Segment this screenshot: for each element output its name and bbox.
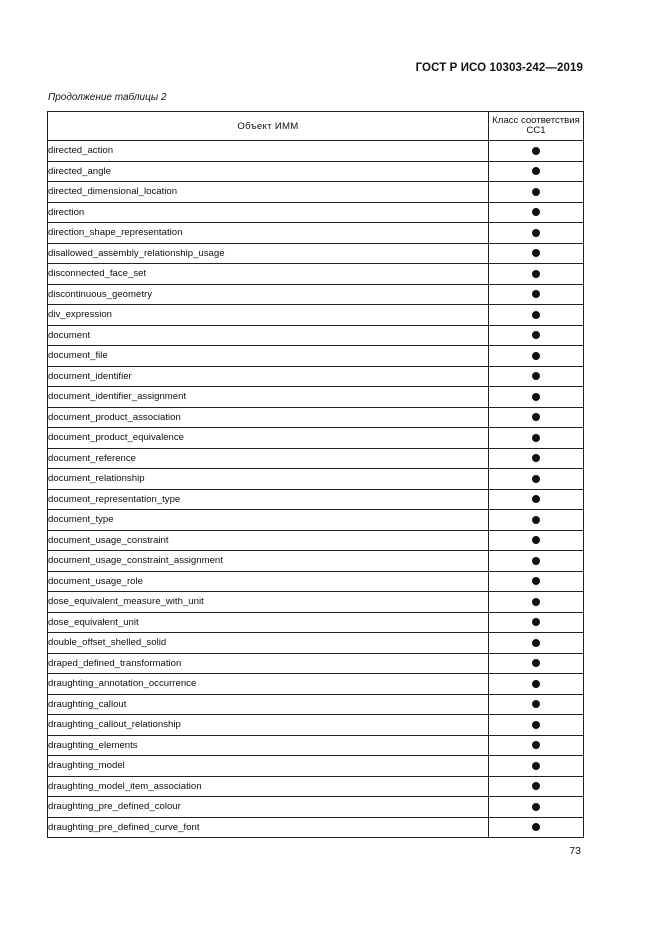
table-row xyxy=(48,469,584,490)
table-row xyxy=(48,571,584,592)
column-header-class-line1: Класс соответствия xyxy=(492,115,580,126)
filled-circle-icon xyxy=(532,372,540,380)
filled-circle-icon xyxy=(532,290,540,298)
object-name-cell: document_usage_constraint xyxy=(48,530,489,551)
conformance-class-cell xyxy=(489,346,584,367)
conformance-class-cell xyxy=(489,653,584,674)
conformance-class-cell xyxy=(489,735,584,756)
filled-circle-icon xyxy=(532,536,540,544)
object-name-cell: draughting_elements xyxy=(48,735,489,756)
filled-circle-icon xyxy=(532,495,540,503)
filled-circle-icon xyxy=(532,188,540,196)
filled-circle-icon xyxy=(532,167,540,175)
object-name-cell: document_identifier xyxy=(48,366,489,387)
conformance-class-cell xyxy=(489,797,584,818)
document-standard-header: ГОСТ Р ИСО 10303-242—2019 xyxy=(415,62,583,74)
object-name-cell: draughting_model xyxy=(48,756,489,777)
conformance-class-cell xyxy=(489,694,584,715)
object-name-cell: document_usage_role xyxy=(48,571,489,592)
table-row xyxy=(48,694,584,715)
object-name-cell: directed_action xyxy=(48,141,489,162)
conformance-class-cell xyxy=(489,469,584,490)
object-name-cell: document xyxy=(48,325,489,346)
filled-circle-icon xyxy=(532,311,540,319)
filled-circle-icon xyxy=(532,557,540,565)
table-row xyxy=(48,202,584,223)
object-name-cell: disconnected_face_set xyxy=(48,264,489,285)
object-name-cell: directed_dimensional_location xyxy=(48,182,489,203)
object-name-cell: directed_angle xyxy=(48,161,489,182)
column-header-class-line2: СС1 xyxy=(526,125,546,136)
filled-circle-icon xyxy=(532,639,540,647)
table-row xyxy=(48,715,584,736)
filled-circle-icon xyxy=(532,434,540,442)
conformance-class-cell xyxy=(489,407,584,428)
object-name-cell: document_representation_type xyxy=(48,489,489,510)
conformance-class-cell xyxy=(489,284,584,305)
conformance-class-cell xyxy=(489,325,584,346)
object-name-cell: document_usage_constraint_assignment xyxy=(48,551,489,572)
table-row xyxy=(48,284,584,305)
object-name-cell: document_identifier_assignment xyxy=(48,387,489,408)
table-row xyxy=(48,735,584,756)
object-name-cell: document_reference xyxy=(48,448,489,469)
conformance-class-cell xyxy=(489,510,584,531)
conformance-class-cell xyxy=(489,366,584,387)
conformance-class-cell xyxy=(489,243,584,264)
conformance-class-cell xyxy=(489,817,584,838)
object-name-cell: direction xyxy=(48,202,489,223)
table-row xyxy=(48,407,584,428)
conformance-class-cell xyxy=(489,489,584,510)
conformance-class-cell xyxy=(489,571,584,592)
filled-circle-icon xyxy=(532,147,540,155)
object-name-cell: draughting_callout xyxy=(48,694,489,715)
table-row xyxy=(48,530,584,551)
object-name-cell: document_relationship xyxy=(48,469,489,490)
filled-circle-icon xyxy=(532,352,540,360)
conformance-class-cell xyxy=(489,182,584,203)
column-header-object: Объект ИММ xyxy=(48,112,489,141)
conformance-class-cell xyxy=(489,612,584,633)
filled-circle-icon xyxy=(532,782,540,790)
table-row xyxy=(48,674,584,695)
object-name-cell: draughting_annotation_occurrence xyxy=(48,674,489,695)
filled-circle-icon xyxy=(532,270,540,278)
conformance-class-cell xyxy=(489,633,584,654)
object-name-cell: draughting_callout_relationship xyxy=(48,715,489,736)
table-row xyxy=(48,182,584,203)
filled-circle-icon xyxy=(532,823,540,831)
filled-circle-icon xyxy=(532,454,540,462)
conformance-class-cell xyxy=(489,530,584,551)
filled-circle-icon xyxy=(532,618,540,626)
object-name-cell: dose_equivalent_unit xyxy=(48,612,489,633)
conformance-class-cell xyxy=(489,715,584,736)
conformance-class-cell xyxy=(489,756,584,777)
object-name-cell: dose_equivalent_measure_with_unit xyxy=(48,592,489,613)
object-name-cell: document_file xyxy=(48,346,489,367)
table-row xyxy=(48,448,584,469)
conformance-table xyxy=(47,111,584,838)
page-number: 73 xyxy=(569,845,581,857)
table-body xyxy=(48,141,584,838)
object-name-cell: document_product_association xyxy=(48,407,489,428)
conformance-class-cell xyxy=(489,202,584,223)
object-name-cell: discontinuous_geometry xyxy=(48,284,489,305)
object-name-cell: disallowed_assembly_relationship_usage xyxy=(48,243,489,264)
column-header-conformance-class xyxy=(489,112,584,141)
table-row xyxy=(48,817,584,838)
table-row xyxy=(48,161,584,182)
table-row xyxy=(48,633,584,654)
conformance-class-cell xyxy=(489,161,584,182)
table-caption: Продолжение таблицы 2 xyxy=(48,92,167,103)
conformance-class-cell xyxy=(489,592,584,613)
table-row xyxy=(48,797,584,818)
table-row xyxy=(48,141,584,162)
filled-circle-icon xyxy=(532,741,540,749)
filled-circle-icon xyxy=(532,393,540,401)
filled-circle-icon xyxy=(532,331,540,339)
table-row xyxy=(48,387,584,408)
conformance-class-cell xyxy=(489,264,584,285)
object-name-cell: draughting_model_item_association xyxy=(48,776,489,797)
table-row xyxy=(48,428,584,449)
filled-circle-icon xyxy=(532,516,540,524)
conformance-class-cell xyxy=(489,428,584,449)
conformance-class-cell xyxy=(489,387,584,408)
table-row xyxy=(48,264,584,285)
object-name-cell: draughting_pre_defined_colour xyxy=(48,797,489,818)
filled-circle-icon xyxy=(532,659,540,667)
conformance-class-cell xyxy=(489,448,584,469)
object-name-cell: document_product_equivalence xyxy=(48,428,489,449)
table-row xyxy=(48,551,584,572)
filled-circle-icon xyxy=(532,680,540,688)
filled-circle-icon xyxy=(532,577,540,585)
table-row xyxy=(48,489,584,510)
object-name-cell: draped_defined_transformation xyxy=(48,653,489,674)
object-name-cell: direction_shape_representation xyxy=(48,223,489,244)
object-name-cell: double_offset_shelled_solid xyxy=(48,633,489,654)
filled-circle-icon xyxy=(532,413,540,421)
conformance-class-cell xyxy=(489,674,584,695)
table-row xyxy=(48,756,584,777)
filled-circle-icon xyxy=(532,208,540,216)
conformance-class-cell xyxy=(489,141,584,162)
filled-circle-icon xyxy=(532,598,540,606)
conformance-class-cell xyxy=(489,223,584,244)
filled-circle-icon xyxy=(532,721,540,729)
conformance-class-cell xyxy=(489,551,584,572)
filled-circle-icon xyxy=(532,803,540,811)
filled-circle-icon xyxy=(532,229,540,237)
table-row xyxy=(48,223,584,244)
object-name-cell: draughting_pre_defined_curve_font xyxy=(48,817,489,838)
table-row xyxy=(48,305,584,326)
table-row xyxy=(48,243,584,264)
table-row xyxy=(48,325,584,346)
filled-circle-icon xyxy=(532,700,540,708)
object-name-cell: document_type xyxy=(48,510,489,531)
table-row xyxy=(48,592,584,613)
conformance-class-cell xyxy=(489,776,584,797)
conformance-class-cell xyxy=(489,305,584,326)
table-row xyxy=(48,346,584,367)
table-row xyxy=(48,653,584,674)
filled-circle-icon xyxy=(532,249,540,257)
table-header-row xyxy=(48,112,584,141)
table-row xyxy=(48,776,584,797)
filled-circle-icon xyxy=(532,475,540,483)
filled-circle-icon xyxy=(532,762,540,770)
table-row xyxy=(48,612,584,633)
object-name-cell: div_expression xyxy=(48,305,489,326)
table-row xyxy=(48,366,584,387)
table-row xyxy=(48,510,584,531)
